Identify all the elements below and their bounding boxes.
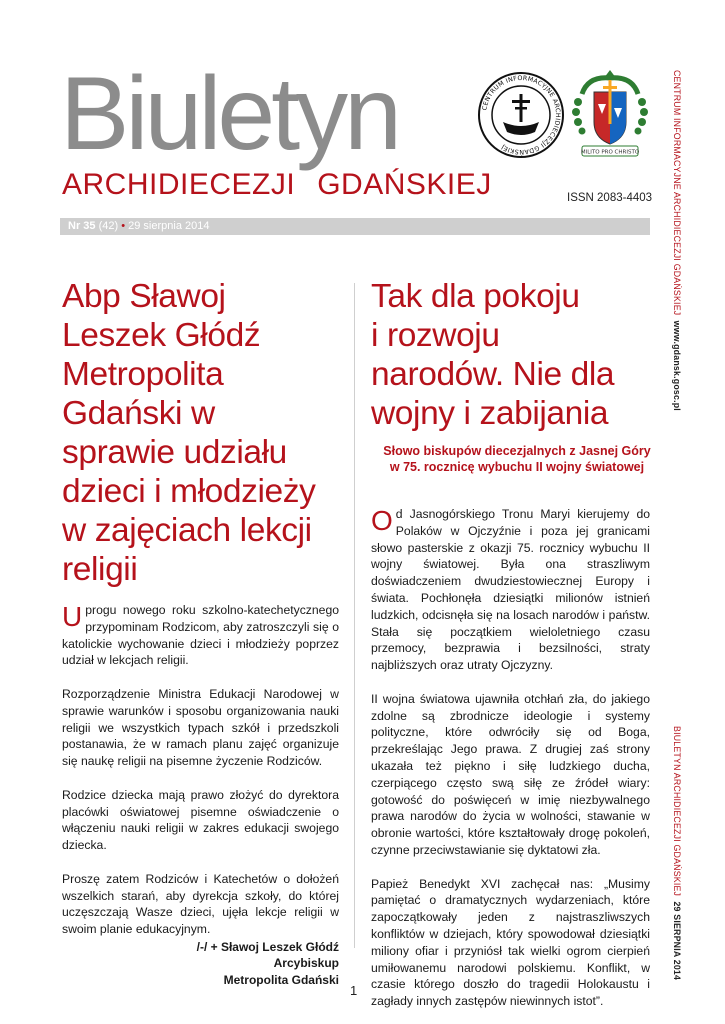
column-divider [354,283,355,948]
right-headline-line: Tak dla pokoju [371,278,580,315]
left-headline-line: Metropolita [62,356,224,393]
issue-date: 29 sierpnia 2014 [128,220,210,232]
left-headline-line: Abp Sławoj [62,278,226,315]
masthead-subtitle-1: ARCHIDIECEZJI [62,168,296,201]
right-paragraph-3: Papież Benedykt XVI zachęcał nas: „Musimy pamiętać o dramatycznych wydarzeniach, które zapoczątkowały jeden z najstraszliwszych konfliktów w dziejach, który spowodował dziesiątki miliony ofiar i przyniósł tak wielki ogrom cierpień umiłowanemu narodowi polskiemu. Konflikt, w czasie którego doszło do tragedii Holokaustu i zagłady innych zastępów niewinnych istot”. [371,876,650,1009]
seal-text: CENTRUM INFORMACYJNE ARCHIDIECEZJI GDAŃSKIEJ [481,74,562,156]
left-paragraph-3: Rodzice dziecka mają prawo złożyć do dyrektora placówki oświatowej pisemne oświadczenie o włączeniu nauki religii w zakres edukacji swojego dziecka. [62,787,339,853]
right-dropcap: O [371,505,393,536]
left-paragraph-1-text: progu nowego roku szkolno-katechetycznego przypominam Rodzicom, aby zatroszczyli się o katolickie wychowanie dzieci i młodzieży poprzez udział w lekcjach religii. [62,603,339,668]
left-article-body [62,602,339,988]
side-website-link[interactable]: www.gdansk.gosc.pl [672,320,682,411]
left-article-headline [62,277,347,589]
left-headline-line: w zajęciach lekcji [62,512,312,549]
page-number: 1 [350,983,358,998]
right-paragraph-1 [371,506,650,674]
issn: ISSN 2083-4403 [567,192,653,204]
right-article-body [371,506,650,1024]
right-paragraph-1-text: d Jasnogórskiego Tronu Maryi kierujemy do Polaków w Ojczyźnie i poza jej granicami słowo pasterskie z okazji 75. rocznicy wybuchu II wojny światowej. Była ona straszliwym doświadczeniem dwudziestowiecznej Europy i świata. Pochłonęła dziesiątki milionów istnień ludzkich, odcisnęła się na losach narodów i państw. Stała się początkiem wieloletniego czasu przemocy, bezprawia i bezsilności, straty najbliższych oraz utraty Ojczyzny. [371,507,650,673]
right-headline-line: i rozwoju [371,317,500,354]
coat-of-arms-motto: MILITO PRO CHRISTO [580,149,640,156]
left-paragraph-4: Proszę zatem Rodziców i Katechetów o dołożeń wszelkich starań, aby dyrekcja szkoły, do której uczęszczają Wasze dzieci, ujęła lekcje religii w swoim planie edukacyjnym. [62,871,339,937]
left-headline-line: religii [62,551,138,588]
information-centre-seal-icon [476,70,566,160]
left-headline-line: Leszek Głódź [62,317,261,354]
issue-date-bar [60,218,650,235]
issue-number-paren: (42) [98,220,119,232]
left-headline-line: dzieci i młodzieży [62,473,316,510]
masthead-subtitle-2: GDAŃSKIEJ [317,168,492,201]
left-headline-line: sprawie udziału [62,434,287,471]
right-headline-line: narodów. Nie dla [371,356,615,393]
issue-separator: • [121,220,126,232]
archbishop-coat-of-arms-icon [570,64,650,160]
side-vertical-top [672,70,684,410]
side-bulletin-name: BIULETYN ARCHIDIECEZJI GDAŃSKIEJ [672,726,682,897]
left-paragraph-2: Rozporządzenie Ministra Edukacji Narodowej w sprawie warunków i sposobu organizowania nauki religii we wszystkich typach szkół i przedszkoli postanawia, że w ramach planu zajęć organizuje się naukę religii na pisemne życzenie Rodziców. [62,686,339,769]
masthead-subtitle [62,168,492,202]
signature-office: Metropolita Gdański [223,972,339,987]
signature-name: /-/ + Sławoj Leszek Głódź [196,939,339,954]
right-headline-line: wojny i zabijania [371,395,609,432]
side-vertical-bottom [672,726,684,981]
side-date: 29 SIERPNIA 2014 [672,901,682,981]
right-article-subhead: Słowo biskupów diecezjalnych z Jasnej Góry w 75. rocznicę wybuchu II wojny światowej [383,444,651,474]
left-dropcap: U [62,601,83,632]
side-centre-name: CENTRUM INFORMACYJNE ARCHIDIECEZJI GDAŃSKIEJ [672,70,682,316]
right-paragraph-2: II wojna światowa ujawniła otchłań zła, do jakiego zdolne są zbrodnicze ideologie i systemy polityczne, które odwróciły się od Boga, przekreślając Jego prawa. Z drugiej zaś strony ukazała też piękno i siłę ludzkiego ducha, czerpiącego często swą siłę ze źródeł wiary: gotowość do poświęceń w imię niezbywalnego prawa narodów do życia w wolności, stawanie w obronie wartości, które kształtowały drogę pokoleń, czynne przeciwstawianie się dyktatowi zła. [371,691,650,857]
issue-number: Nr 35 [68,220,96,232]
right-article-headline [371,277,661,433]
masthead-title: Biuletyn [60,56,398,172]
signature-title: Arcybiskup [273,956,339,971]
signature-block [62,939,339,989]
left-paragraph-1 [62,602,339,669]
left-headline-line: Gdański w [62,395,215,432]
